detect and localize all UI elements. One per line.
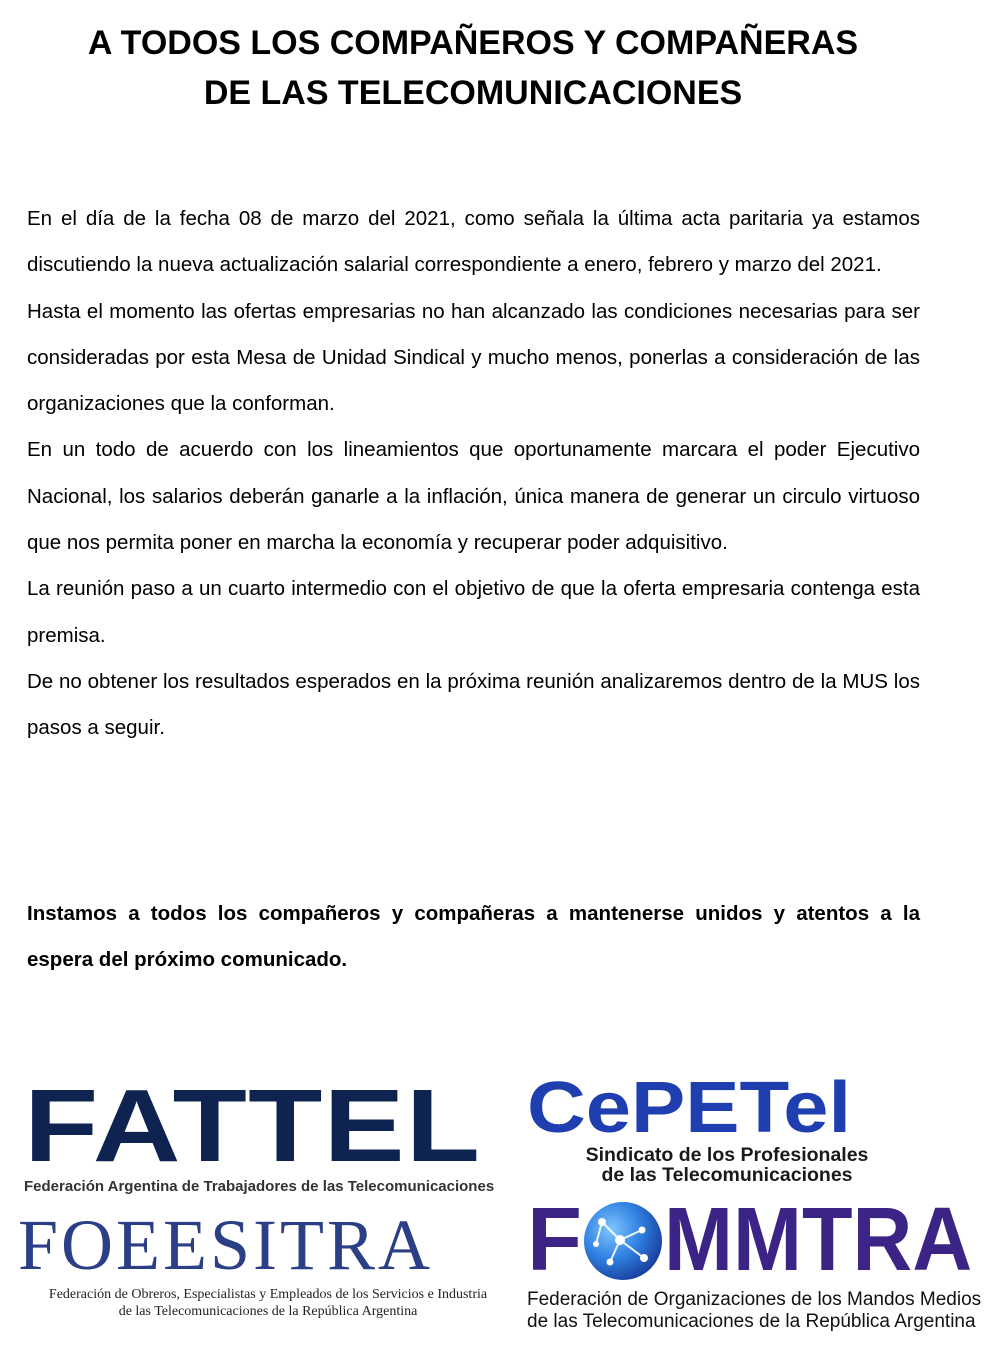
foeesitra-logo — [18, 1205, 518, 1330]
title-line-1: A TODOS LOS COMPAÑEROS Y COMPAÑERAS — [87, 24, 859, 62]
foeesitra-logo-subtitle — [18, 1286, 518, 1320]
fommtra-logo — [527, 1190, 982, 1345]
network-globe-icon — [582, 1200, 664, 1282]
cepetel-subtitle-line-1: Sindicato de los Profesionales — [585, 1144, 869, 1166]
paragraph: Hasta el momento las ofertas empresarias no han alcanzado las condiciones necesarias para ser consideradas por esta Mesa de Unidad Sindical y mucho menos, ponerlas a consideración de las organizaciones que la conforman. — [27, 299, 920, 416]
fattel-logo-name: FATTEL — [24, 1068, 482, 1183]
fommtra-logo-wordmark — [527, 1190, 973, 1290]
page-title — [0, 18, 946, 118]
body-text — [27, 196, 920, 752]
fommtra-logo-subtitle — [527, 1289, 982, 1333]
fommtra-logo-name-rest: MMTRA — [663, 1190, 973, 1290]
paragraph: De no obtener los resultados esperados en la próxima reunión analizaremos dentro de la MUS los pasos a seguir. — [27, 669, 920, 740]
closing-statement: Instamos a todos los compañeros y compañeras a mantenerse unidos y atentos a la espera del próximo comunicado. — [27, 902, 920, 971]
fommtra-subtitle-line-1: Federación de Organizaciones de los Mandos Medios — [527, 1289, 982, 1310]
cepetel-logo-subtitle — [527, 1145, 927, 1185]
cepetel-logo — [527, 1068, 927, 1190]
foeesitra-logo-name: FOEESITRA — [18, 1205, 434, 1285]
foeesitra-subtitle-line-2: de las Telecomunicaciones de la República Argentina — [118, 1304, 418, 1319]
fattel-logo-subtitle: Federación Argentina de Trabajadores de las Telecomunicaciones — [24, 1178, 495, 1195]
fommtra-logo-first-letter: F — [527, 1190, 582, 1290]
title-line-2: DE LAS TELECOMUNICACIONES — [203, 74, 743, 112]
paragraph: En el día de la fecha 08 de marzo del 2021, como señala la última acta paritaria ya estamos discutiendo la nueva actualización salarial correspondiente a enero, febrero y marzo del 2021. — [27, 207, 920, 277]
fattel-logo — [24, 1068, 499, 1200]
cepetel-subtitle-line-2: de las Telecomunicaciones — [601, 1164, 853, 1186]
foeesitra-subtitle-line-1: Federación de Obreros, Especialistas y Empleados de los Servicios e Industria — [48, 1287, 488, 1302]
paragraph: La reunión paso a un cuarto intermedio con el objetivo de que la oferta empresaria contenga esta premisa. — [27, 577, 920, 647]
fommtra-subtitle-line-2: de las Telecomunicaciones de la República Argentina — [527, 1311, 976, 1332]
paragraph: En un todo de acuerdo con los lineamientos que oportunamente marcara el poder Ejecutivo Nacional, los salarios deberán ganarle a la inflación, única manera de generar un circulo virtuoso que nos permita poner en marcha la economía y recuperar poder adquisitivo. — [27, 438, 920, 555]
cepetel-logo-name: CePETel — [527, 1068, 852, 1148]
